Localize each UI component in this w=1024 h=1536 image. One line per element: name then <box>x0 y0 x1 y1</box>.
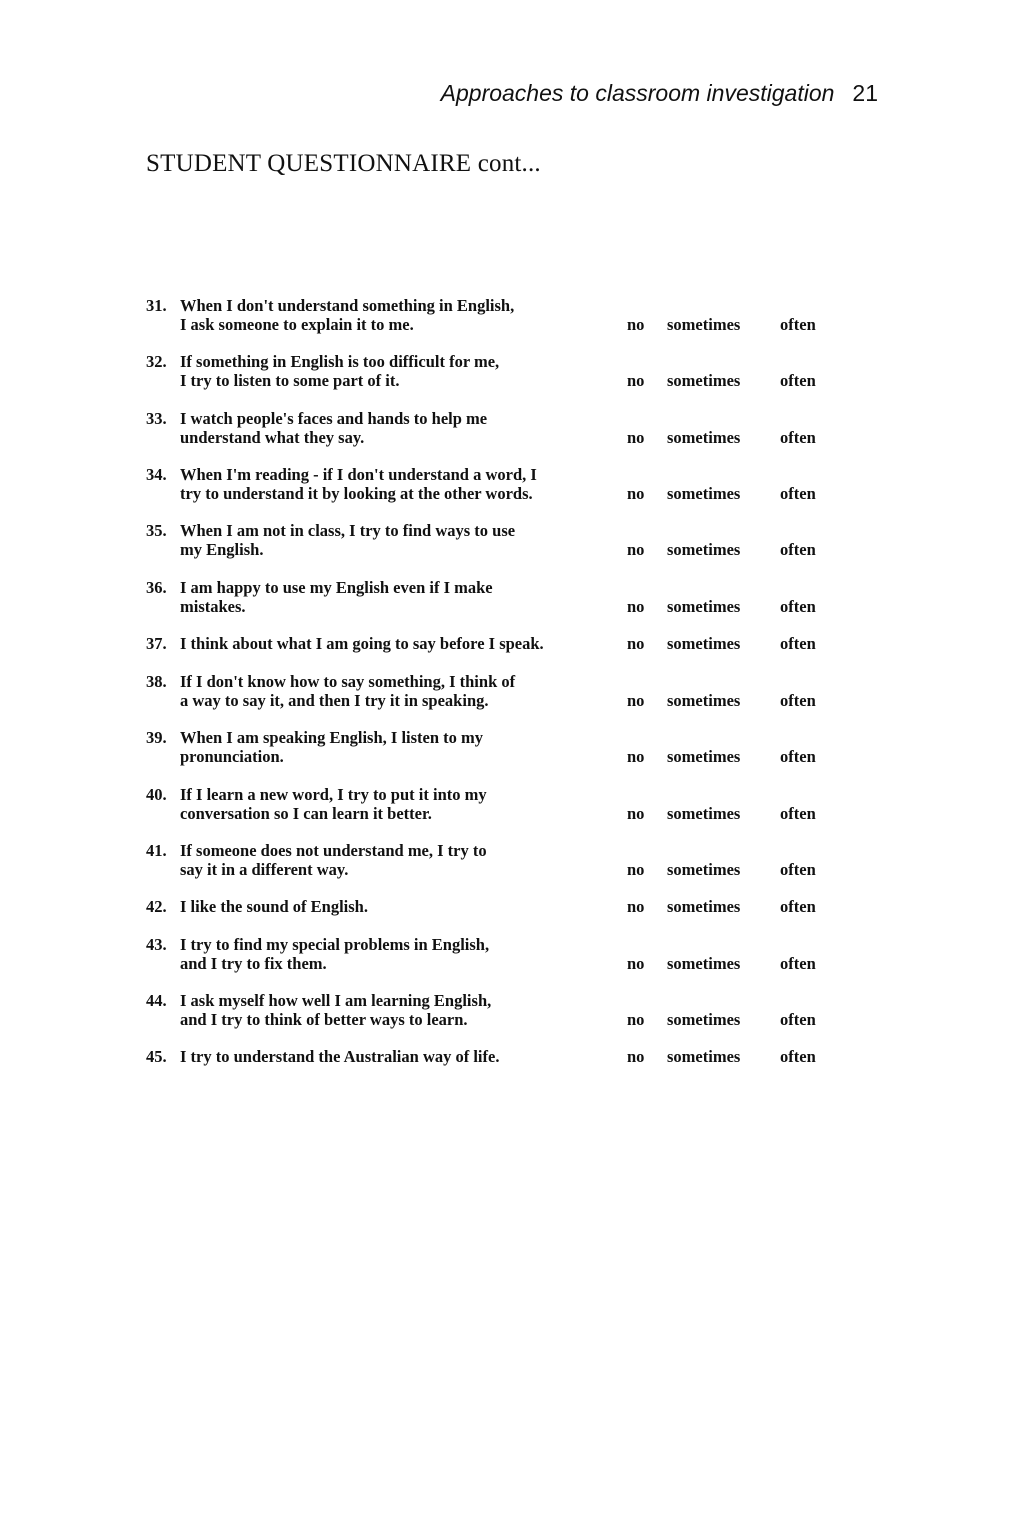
response-sometimes[interactable]: sometimes <box>667 428 741 447</box>
question-text-line: When I'm reading - if I don't understand a word, I <box>180 465 537 484</box>
response-sometimes[interactable]: sometimes <box>667 597 741 616</box>
question-number: 44. <box>146 991 167 1010</box>
question-text-line: I ask myself how well I am learning English, <box>180 991 492 1010</box>
response-no[interactable]: no <box>627 315 645 334</box>
section-title: STUDENT QUESTIONNAIRE cont... <box>146 150 541 177</box>
question-text-line: a way to say it, and then I try it in speaking. <box>180 691 489 710</box>
response-sometimes[interactable]: sometimes <box>667 634 741 653</box>
response-often[interactable]: often <box>780 484 816 503</box>
question-text-line: I like the sound of English. <box>180 897 368 916</box>
question-text-line: I am happy to use my English even if I make <box>180 578 493 597</box>
question-text-line: I think about what I am going to say before I speak. <box>180 634 544 653</box>
question-number: 37. <box>146 634 167 653</box>
response-no[interactable]: no <box>627 428 645 447</box>
response-no[interactable]: no <box>627 1010 645 1029</box>
response-scale <box>146 860 866 879</box>
question-text-line: When I don't understand something in English, <box>180 296 515 315</box>
question-text-line: say it in a different way. <box>180 860 349 879</box>
response-often[interactable]: often <box>780 860 816 879</box>
question-text-line: I watch people's faces and hands to help me <box>180 409 488 428</box>
response-scale <box>146 691 866 710</box>
question-number: 32. <box>146 352 167 371</box>
response-scale <box>146 428 866 447</box>
question-text-line: If someone does not understand me, I try to <box>180 841 487 860</box>
response-sometimes[interactable]: sometimes <box>667 691 741 710</box>
response-scale <box>146 954 866 973</box>
response-often[interactable]: often <box>780 428 816 447</box>
question-text-line: understand what they say. <box>180 428 365 447</box>
question-text-line: I ask someone to explain it to me. <box>180 315 414 334</box>
response-sometimes[interactable]: sometimes <box>667 897 741 916</box>
response-often[interactable]: often <box>780 747 816 766</box>
response-often[interactable]: often <box>780 315 816 334</box>
response-sometimes[interactable]: sometimes <box>667 804 741 823</box>
question-text-line: mistakes. <box>180 597 246 616</box>
question-text-line: pronunciation. <box>180 747 284 766</box>
response-sometimes[interactable]: sometimes <box>667 1047 741 1066</box>
question-number: 42. <box>146 897 167 916</box>
question-text-line: If I don't know how to say something, I think of <box>180 672 516 691</box>
response-scale <box>146 597 866 616</box>
response-no[interactable]: no <box>627 897 645 916</box>
response-no[interactable]: no <box>627 804 645 823</box>
question-number: 36. <box>146 578 167 597</box>
question-number: 35. <box>146 521 167 540</box>
response-scale <box>146 634 866 653</box>
question-text-line: try to understand it by looking at the other words. <box>180 484 533 503</box>
response-often[interactable]: often <box>780 371 816 390</box>
response-often[interactable]: often <box>780 897 816 916</box>
response-scale <box>146 804 866 823</box>
question-number: 41. <box>146 841 167 860</box>
response-often[interactable]: often <box>780 954 816 973</box>
response-scale <box>146 371 866 390</box>
response-no[interactable]: no <box>627 691 645 710</box>
response-scale <box>146 1047 866 1066</box>
response-no[interactable]: no <box>627 540 645 559</box>
question-number: 43. <box>146 935 167 954</box>
response-scale <box>146 747 866 766</box>
question-number: 31. <box>146 296 167 315</box>
response-often[interactable]: often <box>780 804 816 823</box>
question-text-line: conversation so I can learn it better. <box>180 804 432 823</box>
question-number: 39. <box>146 728 167 747</box>
response-no[interactable]: no <box>627 634 645 653</box>
question-text-line: and I try to fix them. <box>180 954 327 973</box>
response-sometimes[interactable]: sometimes <box>667 484 741 503</box>
response-sometimes[interactable]: sometimes <box>667 954 741 973</box>
question-number: 38. <box>146 672 167 691</box>
response-often[interactable]: often <box>780 540 816 559</box>
question-text-line: I try to listen to some part of it. <box>180 371 400 390</box>
response-scale <box>146 540 866 559</box>
response-scale <box>146 315 866 334</box>
response-often[interactable]: often <box>780 691 816 710</box>
running-title: Approaches to classroom investigation <box>440 80 835 106</box>
question-text-line: and I try to think of better ways to learn. <box>180 1010 468 1029</box>
response-scale <box>146 1010 866 1029</box>
response-sometimes[interactable]: sometimes <box>667 747 741 766</box>
response-no[interactable]: no <box>627 371 645 390</box>
response-often[interactable]: often <box>780 1047 816 1066</box>
response-no[interactable]: no <box>627 954 645 973</box>
page-number: 21 <box>852 80 878 106</box>
response-often[interactable]: often <box>780 1010 816 1029</box>
question-number: 34. <box>146 465 167 484</box>
response-sometimes[interactable]: sometimes <box>667 1010 741 1029</box>
response-often[interactable]: often <box>780 597 816 616</box>
response-no[interactable]: no <box>627 484 645 503</box>
question-text-line: my English. <box>180 540 264 559</box>
response-sometimes[interactable]: sometimes <box>667 371 741 390</box>
question-number: 33. <box>146 409 167 428</box>
response-no[interactable]: no <box>627 860 645 879</box>
response-scale <box>146 484 866 503</box>
question-text-line: When I am not in class, I try to find ways to use <box>180 521 516 540</box>
response-often[interactable]: often <box>780 634 816 653</box>
question-text-line: When I am speaking English, I listen to my <box>180 728 484 747</box>
response-sometimes[interactable]: sometimes <box>667 540 741 559</box>
response-no[interactable]: no <box>627 747 645 766</box>
question-text-line: If something in English is too difficult for me, <box>180 352 500 371</box>
response-no[interactable]: no <box>627 597 645 616</box>
response-sometimes[interactable]: sometimes <box>667 315 741 334</box>
response-no[interactable]: no <box>627 1047 645 1066</box>
question-text-line: If I learn a new word, I try to put it into my <box>180 785 487 804</box>
question-number: 40. <box>146 785 167 804</box>
response-sometimes[interactable]: sometimes <box>667 860 741 879</box>
question-text-line: I try to find my special problems in English, <box>180 935 490 954</box>
question-number: 45. <box>146 1047 167 1066</box>
response-scale <box>146 897 866 916</box>
running-head <box>441 80 878 107</box>
question-text-line: I try to understand the Australian way of life. <box>180 1047 500 1066</box>
